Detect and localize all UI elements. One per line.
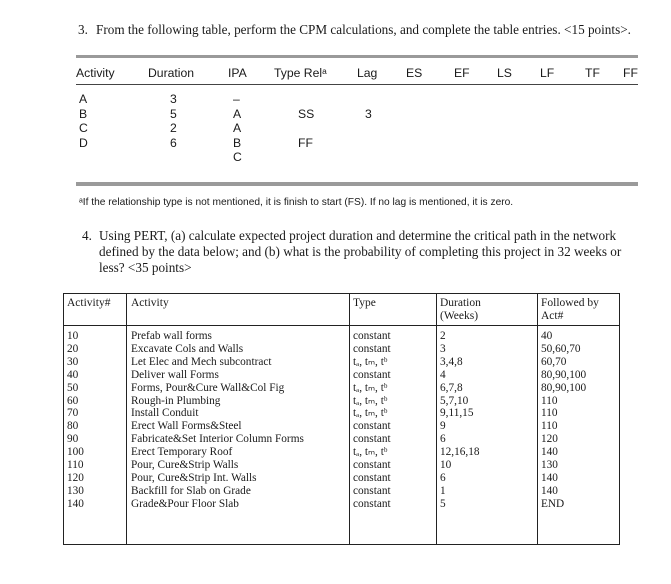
column-activity (131, 330, 304, 511)
column-divider (126, 294, 127, 544)
cell-duration: 10 (440, 459, 452, 472)
header-followed-line2: Act# (541, 310, 564, 322)
cell-duration: 3 (170, 92, 177, 106)
cell-duration: 1 (440, 484, 446, 497)
header-lag: Lag (357, 66, 378, 80)
cell-activity: B (79, 106, 88, 121)
header-divider (64, 325, 619, 326)
table-top-rule (76, 55, 638, 58)
cell-activity-number: 140 (67, 497, 84, 510)
cell-activity: Deliver wall Forms (131, 368, 219, 381)
cell-followed-by: 140 (541, 484, 558, 497)
cell-type: constant (353, 459, 391, 472)
header-type: Type (353, 297, 376, 309)
pert-table (63, 293, 620, 545)
cell-followed-by: END (541, 497, 565, 510)
cell-type-rel: FF (298, 135, 313, 150)
cell-followed-by: 110 (541, 394, 558, 407)
cell-duration: 9 (440, 420, 446, 433)
header-followed-line1: Followed by (541, 297, 599, 309)
header-lf: LF (540, 66, 555, 80)
column-divider (349, 294, 350, 544)
cell-activity-number: 90 (67, 433, 79, 446)
cell-followed-by: 140 (541, 471, 558, 484)
cell-ipa: A (233, 106, 242, 121)
cell-duration: 2 (440, 330, 446, 342)
cell-activity: Prefab wall forms (131, 330, 212, 342)
cell-type: constant (353, 420, 391, 433)
cell-followed-by: 80,90,100 (541, 368, 587, 381)
table-footnote: ᵃIf the relationship type is not mentioned, it is finish to start (FS). If no lag is mentioned, it is zero. (79, 197, 514, 208)
cell-followed-by: 110 (541, 407, 558, 420)
question-4-number: 4. (82, 228, 92, 243)
header-followed-by (541, 297, 599, 323)
cell-type: constant (353, 342, 391, 355)
cell-type: constant (353, 497, 391, 510)
cell-activity-number: 110 (67, 459, 84, 472)
cell-duration: 5 (170, 106, 177, 121)
cell-activity: Erect Temporary Roof (131, 446, 233, 459)
cell-type: constant (353, 330, 391, 342)
cell-followed-by: 110 (541, 420, 558, 433)
cell-type: constant (353, 368, 391, 381)
question-3-number: 3. (78, 22, 88, 37)
cell-followed-by: 50,60,70 (541, 342, 581, 355)
cell-activity-number: 80 (67, 420, 79, 433)
cell-lag (365, 92, 372, 107)
cell-followed-by: 130 (541, 459, 558, 472)
column-duration (170, 92, 177, 150)
cell-duration: 2 (170, 121, 177, 135)
cell-lag (365, 136, 372, 151)
cell-activity: Pour, Cure&Strip Walls (131, 459, 239, 472)
cell-lag (365, 121, 372, 136)
cell-followed-by: 140 (541, 446, 558, 459)
cell-lag: 3 (365, 106, 372, 121)
cell-activity: Rough-in Plumbing (131, 394, 221, 407)
column-activity-number (67, 330, 84, 511)
column-type (353, 330, 391, 511)
header-activity: Activity (76, 66, 115, 80)
cell-duration: 9,11,15 (440, 407, 474, 420)
header-activity-number: Activity# (67, 297, 111, 309)
cell-duration: 5,7,10 (440, 394, 469, 407)
cell-ipa: C (233, 150, 242, 164)
cell-type: tₐ, tₘ, tᵇ (353, 355, 388, 368)
cell-followed-by: 40 (541, 330, 553, 342)
cell-activity: Fabricate&Set Interior Column Forms (131, 433, 304, 446)
cell-activity-number: 70 (67, 407, 79, 420)
cell-activity: Install Conduit (131, 407, 199, 420)
column-divider (537, 294, 538, 544)
cell-type-rel (298, 121, 314, 136)
cell-activity: Grade&Pour Floor Slab (131, 497, 239, 510)
cell-ipa: – (233, 92, 240, 106)
header-ef: EF (454, 66, 470, 80)
column-type-rel (298, 92, 314, 150)
cell-ipa: B (233, 135, 242, 150)
header-duration: Duration (148, 66, 195, 80)
header-duration (440, 297, 481, 323)
column-duration (440, 330, 480, 511)
header-ls: LS (497, 66, 512, 80)
cell-activity-number: 60 (67, 394, 79, 407)
cell-followed-by: 120 (541, 433, 558, 446)
cell-followed-by: 80,90,100 (541, 381, 587, 394)
cell-type-rel (298, 92, 314, 107)
cell-activity: A (79, 92, 88, 106)
header-ff: FF (623, 66, 638, 80)
cell-duration: 6 (440, 471, 446, 484)
cell-type: constant (353, 471, 391, 484)
cell-activity-number: 40 (67, 368, 79, 381)
cell-type-rel: SS (298, 106, 315, 121)
column-lag (365, 92, 372, 150)
cell-activity-number: 130 (67, 484, 84, 497)
cell-duration: 6 (440, 433, 446, 446)
column-activity (79, 92, 88, 150)
table-bottom-rule (76, 182, 638, 186)
cell-activity-number: 50 (67, 381, 79, 394)
question-3-text: From the following table, perform the CPM calculations, and complete the table entries. <15 points>. (96, 22, 631, 37)
cell-followed-by: 60,70 (541, 355, 567, 368)
column-followed-by (541, 330, 586, 511)
cell-ipa: A (233, 121, 242, 135)
cell-type: constant (353, 484, 391, 497)
header-duration-line2: (Weeks) (440, 310, 479, 322)
cell-duration: 12,16,18 (440, 446, 480, 459)
cell-duration: 3 (440, 342, 446, 355)
header-tf: TF (585, 66, 600, 80)
cell-activity-number: 30 (67, 355, 79, 368)
cell-activity-number: 10 (67, 330, 79, 342)
cell-activity: Forms, Pour&Cure Wall&Col Fig (131, 381, 285, 394)
cell-activity-number: 120 (67, 471, 84, 484)
cell-activity: C (79, 121, 88, 135)
column-ipa (233, 92, 242, 165)
question-4-text: Using PERT, (a) calculate expected project duration and determine the critical path in the network defined by the data below; and (b) what is the probability of completing this project in 32 weeks or less? <35 points> (99, 228, 622, 275)
cell-activity: Backfill for Slab on Grade (131, 484, 251, 497)
table-header-rule (76, 84, 638, 85)
cell-duration: 6 (170, 135, 177, 150)
cell-type: constant (353, 433, 391, 446)
cell-activity: Excavate Cols and Walls (131, 342, 244, 355)
column-divider (436, 294, 437, 544)
header-type-rel: Type Relᵃ (274, 66, 327, 80)
cell-type: tₐ, tₘ, tᵇ (353, 381, 388, 394)
cell-activity: Pour, Cure&Strip Int. Walls (131, 471, 257, 484)
cell-activity: D (79, 135, 88, 150)
cell-activity: Erect Wall Forms&Steel (131, 420, 242, 433)
cell-activity-number: 100 (67, 446, 84, 459)
cell-type: tₐ, tₘ, tᵇ (353, 394, 388, 407)
header-es: ES (406, 66, 423, 80)
cell-duration: 4 (440, 368, 446, 381)
header-ipa: IPA (228, 66, 247, 80)
cell-type: tₐ, tₘ, tᵇ (353, 407, 388, 420)
header-duration-line1: Duration (440, 297, 481, 309)
cell-activity: Let Elec and Mech subcontract (131, 355, 272, 368)
cell-duration: 5 (440, 497, 446, 510)
header-activity: Activity (131, 297, 169, 309)
cell-type: tₐ, tₘ, tᵇ (353, 446, 388, 459)
cell-duration: 6,7,8 (440, 381, 463, 394)
cell-duration: 3,4,8 (440, 355, 463, 368)
cell-activity-number: 20 (67, 342, 79, 355)
